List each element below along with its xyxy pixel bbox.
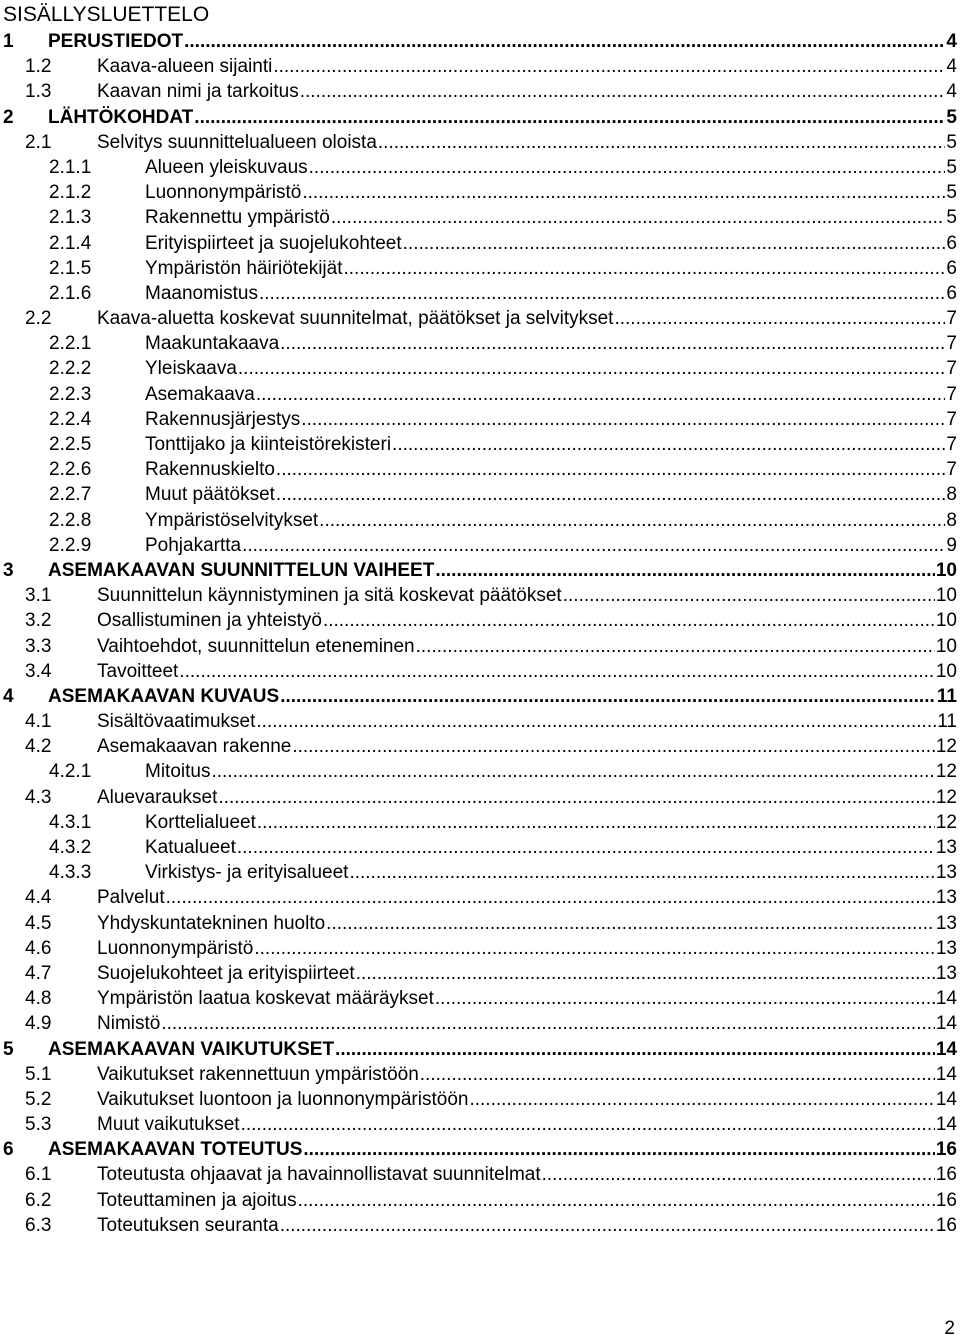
toc-entry[interactable] — [0, 709, 957, 734]
toc-entry-body — [97, 885, 957, 910]
toc-entry-title[interactable]: Kaavan nimi ja tarkoitus — [97, 81, 299, 103]
toc-entry-title[interactable]: Ympäristön häiriötekijät — [145, 257, 343, 279]
toc-entry-body — [97, 634, 957, 659]
toc-entry[interactable] — [0, 835, 957, 860]
toc-entry-number: 5.3 — [25, 1114, 52, 1136]
toc-entry-page: 8 — [946, 509, 957, 531]
toc-entry-title[interactable]: Katualueet — [145, 837, 236, 858]
toc-entry[interactable] — [0, 180, 957, 205]
toc-dot-leader — [614, 306, 945, 331]
toc-entry-title[interactable]: Rakennusjärjestys — [145, 408, 301, 430]
toc-dot-leader — [280, 331, 945, 356]
toc-entry[interactable] — [0, 482, 957, 507]
toc-entry-title[interactable]: Rakennuskielto — [145, 459, 275, 481]
toc-entry-title[interactable]: Kaava-aluetta koskevat suunnitelmat, päätökset ja selvitykset — [97, 308, 614, 330]
toc-entry-page: 7 — [946, 308, 957, 330]
toc-entry-number: 4.4 — [25, 887, 52, 909]
toc-entry-body — [97, 785, 957, 810]
toc-entry-body — [97, 608, 957, 633]
toc-entry-title[interactable]: Kaava-alueen sijainti — [97, 56, 273, 78]
toc-entry-title[interactable]: Ympäristöselvitykset — [145, 509, 319, 531]
toc-entry-number: 2.1.2 — [49, 182, 92, 204]
toc-entry-body — [97, 54, 957, 79]
toc-entry-body — [145, 155, 957, 180]
toc-entry-number: 4.3.3 — [49, 862, 92, 884]
toc-entry-title[interactable]: PERUSTIEDOT — [48, 31, 184, 52]
toc-dot-leader — [331, 205, 946, 230]
toc-entry-page: 7 — [946, 408, 957, 430]
toc-entry-title[interactable]: Ympäristön laatua koskevat määräykset — [97, 988, 434, 1010]
toc-entry-body — [48, 105, 957, 130]
toc-entry[interactable] — [0, 1011, 957, 1036]
toc-dot-leader — [356, 961, 935, 986]
toc-entry-page: 5 — [946, 182, 957, 204]
toc-entry-body — [145, 457, 957, 482]
toc-entry-body — [145, 482, 957, 507]
toc-entry-title[interactable]: ASEMAKAAVAN TOTEUTUS — [48, 1139, 303, 1161]
toc-entry-number: 2.1.1 — [49, 156, 92, 178]
toc-entry-title[interactable]: ASEMAKAAVAN KUVAUS — [48, 685, 280, 707]
toc-dot-leader — [298, 1188, 935, 1213]
page-title: SISÄLLYSLUETTELO — [3, 3, 210, 26]
toc-entry-page: 4 — [946, 81, 957, 103]
toc-entry-number: 2.2.7 — [49, 484, 92, 506]
page-number: 2 — [944, 1318, 955, 1339]
toc-dot-leader — [254, 936, 935, 961]
toc-entry-body — [48, 558, 957, 583]
toc-entry-page: 5 — [946, 131, 957, 153]
toc-entry-title[interactable]: Suunnittelun käynnistyminen ja sitä koskevat päätökset — [97, 585, 562, 607]
toc-entry-number: 3.3 — [25, 635, 52, 657]
toc-entry-body — [145, 533, 957, 558]
toc-entry-title[interactable]: Pohjakartta — [145, 534, 242, 556]
toc-entry-number: 2.1.5 — [49, 257, 92, 279]
toc-entry-title[interactable]: Korttelialueet — [145, 811, 256, 833]
toc-entry-page: 6 — [946, 282, 957, 304]
toc-entry[interactable] — [0, 432, 957, 457]
toc-entry-page: 12 — [935, 786, 957, 808]
toc-entry-body — [97, 583, 957, 608]
toc-dot-leader — [280, 684, 936, 709]
toc-entry-page: 4 — [946, 31, 957, 52]
toc-entry-page: 5 — [946, 156, 957, 178]
toc-entry-number: 2.2.4 — [49, 408, 92, 430]
toc-entry[interactable] — [0, 1087, 957, 1112]
toc-dot-leader — [257, 810, 935, 835]
toc-entry-page: 10 — [935, 660, 957, 682]
toc-entry[interactable] — [0, 256, 957, 281]
toc-entry[interactable] — [0, 281, 957, 306]
toc-entry-page: 13 — [935, 862, 957, 884]
toc-entry[interactable] — [0, 54, 957, 79]
toc-dot-leader — [276, 482, 946, 507]
toc-entry-page: 13 — [935, 937, 957, 959]
toc-dot-leader — [280, 1213, 935, 1238]
toc-entry-number: 1.2 — [25, 56, 52, 78]
toc-entry-page: 10 — [935, 635, 957, 657]
toc-entry-title[interactable]: Vaikutukset luontoon ja luonnonympäristöön — [97, 1088, 469, 1110]
toc-entry-number: 4.6 — [25, 937, 52, 959]
toc-entry-title[interactable]: Vaikutukset rakennettuun ympäristöön — [97, 1063, 419, 1085]
toc-entry-body — [48, 1137, 957, 1162]
toc-entry-number: 5.1 — [25, 1063, 52, 1085]
toc-entry-number: 2.2 — [25, 308, 52, 330]
toc-dot-leader — [319, 508, 945, 533]
toc-entry[interactable] — [0, 457, 957, 482]
toc-entry-title[interactable]: Sisältövaatimukset — [97, 711, 256, 733]
toc-entry-body — [145, 231, 957, 256]
toc-entry-title[interactable]: Tavoitteet — [97, 660, 179, 682]
toc-entry-body — [145, 432, 957, 457]
toc-entry-title[interactable]: Toteutuksen seuranta — [97, 1214, 279, 1236]
toc-entry-title[interactable]: Yhdyskuntatekninen huolto — [97, 912, 326, 934]
toc-dot-leader — [184, 29, 945, 54]
toc-entry-body — [97, 659, 957, 684]
toc-entry-page: 7 — [946, 459, 957, 481]
toc-dot-leader — [211, 759, 934, 784]
toc-dot-leader — [259, 281, 945, 306]
toc-entry-body — [48, 684, 957, 709]
toc-entry-number: 3 — [3, 559, 14, 581]
toc-entry-title[interactable]: ASEMAKAAVAN SUUNNITTELUN VAIHEET — [48, 559, 435, 581]
toc-dot-leader — [323, 608, 935, 633]
toc-entry[interactable] — [0, 583, 957, 608]
toc-entry[interactable] — [0, 961, 957, 986]
toc-entry-title[interactable]: Maakuntakaava — [145, 333, 280, 355]
toc-entry-number: 4.9 — [25, 1013, 52, 1035]
toc-entry-body — [97, 306, 957, 331]
toc-dot-leader — [302, 180, 945, 205]
toc-entry-page: 6 — [946, 232, 957, 254]
toc-entry-page: 10 — [935, 559, 957, 581]
toc-entry-body — [145, 382, 957, 407]
toc-entry-title[interactable]: Asemakaavan rakenne — [97, 736, 292, 758]
toc-dot-leader — [420, 1062, 935, 1087]
toc-entry-page: 14 — [935, 1063, 957, 1085]
toc-entry-body — [97, 734, 957, 759]
toc-entry-number: 5 — [3, 1038, 14, 1060]
toc-entry[interactable] — [0, 29, 957, 54]
toc-entry-title[interactable]: Mitoitus — [145, 761, 211, 783]
toc-entry[interactable] — [0, 205, 957, 230]
toc-entry-body — [145, 508, 957, 533]
toc-entry-title[interactable]: Luonnonympäristö — [145, 182, 302, 204]
toc-entry-title[interactable]: LÄHTÖKOHDAT — [48, 106, 194, 128]
toc-dot-leader — [237, 835, 935, 860]
toc-entry[interactable] — [0, 634, 957, 659]
toc-entry[interactable] — [0, 608, 957, 633]
toc-entry-page: 12 — [935, 761, 957, 783]
toc-entry-title[interactable]: Yleiskaava — [145, 358, 237, 380]
toc-dot-leader — [403, 231, 946, 256]
toc-entry-body — [97, 936, 957, 961]
toc-entry-body — [48, 29, 957, 54]
toc-entry[interactable] — [0, 558, 957, 583]
toc-entry-number: 2 — [3, 106, 14, 128]
toc-entry-page: 16 — [935, 1139, 957, 1161]
toc-dot-leader — [326, 911, 935, 936]
toc-entry-number: 1 — [3, 31, 14, 52]
toc-entry-number: 5.2 — [25, 1088, 52, 1110]
toc-entry-number: 3.4 — [25, 660, 52, 682]
toc-entry-page: 7 — [946, 434, 957, 455]
toc-entry[interactable] — [0, 382, 957, 407]
toc-entry-body — [97, 961, 957, 986]
toc-entry-title[interactable]: Nimistö — [97, 1013, 161, 1035]
toc-entry-page: 13 — [935, 887, 957, 909]
toc-entry-number: 4.3.2 — [49, 837, 92, 858]
toc-entry-number: 2.1.3 — [49, 207, 92, 229]
toc-entry-number: 6.1 — [25, 1164, 52, 1186]
toc-entry-number: 4.3 — [25, 786, 52, 808]
toc-dot-leader — [256, 709, 936, 734]
toc-entry-body — [97, 1011, 957, 1036]
toc-entry[interactable] — [0, 306, 957, 331]
toc-entry-page: 7 — [946, 383, 957, 405]
toc-entry-body — [145, 407, 957, 432]
toc-entry-page: 14 — [935, 1114, 957, 1136]
toc-entry[interactable] — [0, 1037, 957, 1062]
toc-entry-page: 4 — [946, 56, 957, 78]
toc-dot-leader — [256, 382, 946, 407]
toc-entry-body — [97, 911, 957, 936]
toc-entry-title[interactable]: Osallistuminen ja yhteistyö — [97, 610, 322, 632]
toc-entry[interactable] — [0, 936, 957, 961]
toc-entry[interactable] — [0, 508, 957, 533]
toc-entry-body — [97, 1162, 957, 1187]
toc-entry[interactable] — [0, 331, 957, 356]
toc-entry-page: 14 — [935, 1088, 957, 1110]
toc-entry[interactable] — [0, 860, 957, 885]
toc-entry-number: 6 — [3, 1139, 14, 1161]
toc-entry-page: 7 — [946, 333, 957, 355]
toc-entry-body — [97, 1062, 957, 1087]
toc-dot-leader — [309, 155, 946, 180]
toc-entry[interactable] — [0, 1188, 957, 1213]
toc-entry[interactable] — [0, 885, 957, 910]
toc-entry-number: 3.2 — [25, 610, 52, 632]
toc-entry-number: 2.2.3 — [49, 383, 92, 405]
toc-entry-page: 5 — [946, 207, 957, 229]
toc-dot-leader — [435, 558, 935, 583]
toc-entry-page: 13 — [935, 962, 957, 984]
toc-entry[interactable] — [0, 759, 957, 784]
toc-dot-leader — [469, 1087, 934, 1112]
toc-entry-title[interactable]: ASEMAKAAVAN VAIKUTUKSET — [48, 1038, 335, 1060]
toc-entry-number: 2.2.6 — [49, 459, 92, 481]
toc-entry-number: 2.1.6 — [49, 282, 92, 304]
toc-dot-leader — [542, 1162, 935, 1187]
toc-entry-title[interactable]: Luonnonympäristö — [97, 937, 254, 959]
toc-entry-page: 7 — [946, 358, 957, 380]
toc-entry-number: 4.7 — [25, 962, 52, 984]
toc-entry-body — [97, 709, 957, 734]
toc-entry-page: 12 — [935, 736, 957, 758]
toc-entry-number: 4.1 — [25, 711, 52, 733]
toc-entry-body — [97, 1213, 957, 1238]
toc-entry-number: 1.3 — [25, 81, 52, 103]
toc-entry-body — [48, 1037, 957, 1062]
toc-dot-leader — [563, 583, 935, 608]
toc-dot-leader — [416, 634, 935, 659]
toc-entry[interactable] — [0, 684, 957, 709]
toc-entry-page: 10 — [935, 610, 957, 632]
toc-entry[interactable] — [0, 533, 957, 558]
toc-entry-title[interactable]: Vaihtoehdot, suunnittelun eteneminen — [97, 635, 415, 657]
toc-entry-title[interactable]: Rakennettu ympäristö — [145, 207, 330, 229]
toc-entry-body — [145, 281, 957, 306]
toc-entry-number: 2.2.1 — [49, 333, 92, 355]
toc-entry-page: 10 — [935, 585, 957, 607]
toc-entry-title[interactable]: Erityispiirteet ja suojelukohteet — [145, 232, 402, 254]
toc-dot-leader — [378, 130, 946, 155]
toc-dot-leader — [343, 256, 945, 281]
toc-dot-leader — [194, 105, 945, 130]
toc-entry-title[interactable]: Suojelukohteet ja erityispiirteet — [97, 962, 355, 984]
toc-dot-leader — [166, 885, 935, 910]
toc-entry-body — [97, 1188, 957, 1213]
toc-entry-page: 9 — [946, 534, 957, 556]
toc-entry-title[interactable]: Virkistys- ja erityisalueet — [145, 862, 349, 884]
table-of-contents — [0, 29, 957, 1238]
toc-entry[interactable] — [0, 1062, 957, 1087]
toc-entry-page: 16 — [935, 1214, 957, 1236]
toc-entry-body — [145, 759, 957, 784]
toc-entry-page: 11 — [937, 711, 957, 733]
toc-entry-number: 4.3.1 — [49, 811, 92, 833]
toc-entry-page: 14 — [935, 1013, 957, 1035]
toc-entry-title[interactable]: Muut päätökset — [145, 484, 275, 506]
toc-entry-title[interactable]: Muut vaikutukset — [97, 1114, 240, 1136]
toc-entry-page: 13 — [935, 837, 957, 858]
toc-entry-title[interactable]: Tonttijako ja kiinteistörekisteri — [145, 434, 392, 455]
toc-dot-leader — [392, 432, 945, 457]
toc-entry-number: 3.1 — [25, 585, 52, 607]
toc-entry-number: 6.2 — [25, 1189, 52, 1211]
toc-entry-title[interactable]: Selvitys suunnittelualueen oloista — [97, 131, 377, 153]
toc-entry[interactable] — [0, 1162, 957, 1187]
toc-entry-body — [145, 356, 957, 381]
toc-entry-page: 5 — [946, 106, 957, 128]
toc-entry-body — [97, 1087, 957, 1112]
toc-entry[interactable] — [0, 1137, 957, 1162]
toc-entry-body — [145, 180, 957, 205]
toc-dot-leader — [303, 1137, 934, 1162]
toc-entry-number: 2.1.4 — [49, 232, 92, 254]
toc-entry[interactable] — [0, 1112, 957, 1137]
toc-entry[interactable] — [0, 810, 957, 835]
toc-entry-number: 2.2.2 — [49, 358, 92, 380]
toc-entry[interactable] — [0, 986, 957, 1011]
toc-entry-number: 4.2.1 — [49, 761, 92, 783]
toc-entry-body — [145, 835, 957, 860]
toc-entry-page: 12 — [935, 811, 957, 833]
toc-entry[interactable] — [0, 130, 957, 155]
toc-entry[interactable] — [0, 734, 957, 759]
toc-entry[interactable] — [0, 105, 957, 130]
toc-entry-title[interactable]: Asemakaava — [145, 383, 255, 405]
toc-dot-leader — [301, 407, 945, 432]
toc-entry-title[interactable]: Palvelut — [97, 887, 165, 909]
toc-entry[interactable] — [0, 911, 957, 936]
toc-entry-body — [145, 256, 957, 281]
toc-dot-leader — [349, 860, 934, 885]
toc-entry-number: 4.2 — [25, 736, 52, 758]
toc-entry[interactable] — [0, 1213, 957, 1238]
toc-entry-page: 16 — [935, 1164, 957, 1186]
toc-entry[interactable] — [0, 231, 957, 256]
toc-dot-leader — [179, 659, 935, 684]
toc-entry-page: 14 — [935, 988, 957, 1010]
toc-entry[interactable] — [0, 407, 957, 432]
toc-entry[interactable] — [0, 155, 957, 180]
toc-entry-page: 11 — [936, 685, 957, 707]
toc-entry-title[interactable]: Toteutusta ohjaavat ja havainnollistavat suunnitelmat — [97, 1164, 541, 1186]
toc-dot-leader — [161, 1011, 935, 1036]
toc-dot-leader — [335, 1037, 935, 1062]
toc-entry-body — [145, 205, 957, 230]
toc-dot-leader — [218, 785, 934, 810]
toc-entry-title[interactable]: Alueen yleiskuvaus — [145, 156, 308, 178]
toc-entry-page: 16 — [935, 1189, 957, 1211]
toc-dot-leader — [292, 734, 935, 759]
toc-entry-number: 2.2.5 — [49, 434, 92, 455]
toc-entry-body — [97, 130, 957, 155]
toc-entry-title[interactable]: Maanomistus — [145, 282, 258, 304]
toc-dot-leader — [276, 457, 946, 482]
toc-entry[interactable] — [0, 356, 957, 381]
toc-entry-body — [97, 79, 957, 104]
toc-dot-leader — [300, 79, 946, 104]
toc-entry[interactable] — [0, 79, 957, 104]
toc-entry-number: 2.2.8 — [49, 509, 92, 531]
toc-entry[interactable] — [0, 785, 957, 810]
toc-entry-page: 13 — [935, 912, 957, 934]
toc-entry-body — [145, 810, 957, 835]
toc-entry-page: 14 — [935, 1038, 957, 1060]
toc-entry-number: 4 — [3, 685, 14, 707]
toc-entry[interactable] — [0, 659, 957, 684]
toc-entry-title[interactable]: Toteuttaminen ja ajoitus — [97, 1189, 297, 1211]
toc-entry-body — [97, 1112, 957, 1137]
toc-entry-page: 8 — [946, 484, 957, 506]
toc-entry-number: 2.1 — [25, 131, 52, 153]
toc-entry-body — [145, 331, 957, 356]
toc-entry-number: 4.8 — [25, 988, 52, 1010]
toc-entry-number: 2.2.9 — [49, 534, 92, 556]
toc-dot-leader — [273, 54, 945, 79]
toc-dot-leader — [238, 356, 946, 381]
toc-entry-title[interactable]: Aluevaraukset — [97, 786, 218, 808]
toc-dot-leader — [242, 533, 945, 558]
toc-entry-number: 4.5 — [25, 912, 52, 934]
toc-dot-leader — [241, 1112, 935, 1137]
toc-entry-body — [145, 860, 957, 885]
toc-entry-page: 6 — [946, 257, 957, 279]
toc-dot-leader — [435, 986, 935, 1011]
toc-entry-body — [97, 986, 957, 1011]
toc-entry-number: 6.3 — [25, 1214, 52, 1236]
